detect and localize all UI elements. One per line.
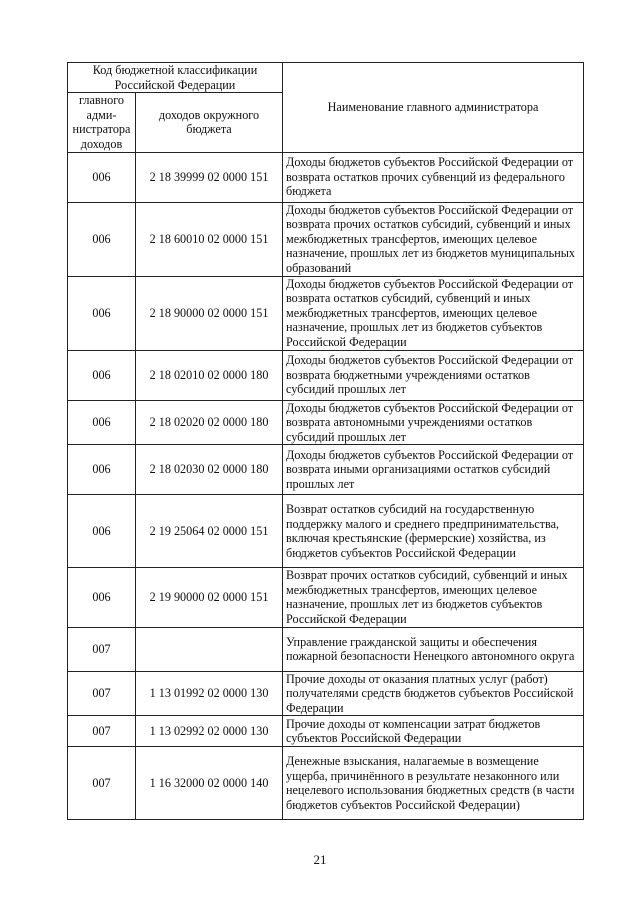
table-row [68, 568, 584, 627]
table-row [68, 445, 584, 495]
income-code-cell: 2 19 90000 02 0000 151 [136, 568, 283, 627]
table-row [68, 276, 584, 350]
income-code-cell: 2 19 25064 02 0000 151 [136, 495, 283, 568]
table-row [68, 152, 584, 202]
header-admin-name: Наименование главного администратора [283, 63, 584, 153]
header-group-title: Код бюджетной классификации Российской Федерации [68, 63, 283, 93]
table-row [68, 350, 584, 400]
income-code-cell [136, 627, 283, 671]
admin-code-cell: 006 [68, 568, 136, 627]
table-header [68, 63, 584, 153]
income-code-cell: 1 13 01992 02 0000 130 [136, 671, 283, 716]
table-row [68, 716, 584, 747]
income-code-cell: 2 18 60010 02 0000 151 [136, 202, 283, 276]
admin-name-cell: Прочие доходы от компенсации затрат бюджетов субъектов Российской Федерации [283, 716, 584, 747]
admin-name-cell: Доходы бюджетов субъектов Российской Федерации от возврата бюджетными учреждениями остатков субсидий прошлых лет [283, 350, 584, 400]
table-row [68, 495, 584, 568]
table-row [68, 747, 584, 820]
admin-name-cell: Доходы бюджетов субъектов Российской Федерации от возврата остатков субсидий, субвенций и иных межбюджетных трансфертов, имеющих целевое назначение, прошлых лет из бюджетов субъектов Российской Федерации [283, 276, 584, 350]
table-body [68, 152, 584, 820]
admin-code-cell: 006 [68, 400, 136, 445]
table-row [68, 202, 584, 276]
income-code-cell: 2 18 02020 02 0000 180 [136, 400, 283, 445]
admin-code-cell: 006 [68, 152, 136, 202]
income-code-cell: 1 16 32000 02 0000 140 [136, 747, 283, 820]
admin-name-cell: Управление гражданской защиты и обеспечения пожарной безопасности Ненецкого автономного округа [283, 627, 584, 671]
admin-code-cell: 006 [68, 495, 136, 568]
admin-name-cell: Доходы бюджетов субъектов Российской Федерации от возврата остатков прочих субвенций из федерального бюджета [283, 152, 584, 202]
admin-name-cell: Денежные взыскания, налагаемые в возмещение ущерба, причинённого в результате незаконного или нецелевого использования бюджетных средств (в части бюджетов субъектов Российской Федерации) [283, 747, 584, 820]
admin-name-cell: Доходы бюджетов субъектов Российской Федерации от возврата прочих остатков субсидий, субвенций и иных межбюджетных трансфертов, имеющих целевое назначение, прошлых лет из бюджетов муниципальных образований [283, 202, 584, 276]
admin-code-cell: 007 [68, 671, 136, 716]
income-code-cell: 2 18 90000 02 0000 151 [136, 276, 283, 350]
admin-code-cell: 006 [68, 445, 136, 495]
income-code-cell: 2 18 39999 02 0000 151 [136, 152, 283, 202]
admin-name-cell: Возврат прочих остатков субсидий, субвенций и иных межбюджетных трансфертов, имеющих целевое назначение, прошлых лет из бюджетов субъектов Российской Федерации [283, 568, 584, 627]
budget-classification-table [67, 62, 584, 820]
header-income-code: доходов окружного бюджета [136, 93, 283, 152]
admin-code-cell: 006 [68, 202, 136, 276]
header-admin-code: главного адми-нистратора доходов [68, 93, 136, 152]
income-code-cell: 2 18 02010 02 0000 180 [136, 350, 283, 400]
admin-code-cell: 006 [68, 350, 136, 400]
admin-name-cell: Доходы бюджетов субъектов Российской Федерации от возврата иными организациями остатков субсидий прошлых лет [283, 445, 584, 495]
admin-code-cell: 006 [68, 276, 136, 350]
admin-code-cell: 007 [68, 716, 136, 747]
admin-code-cell: 007 [68, 747, 136, 820]
income-code-cell: 2 18 02030 02 0000 180 [136, 445, 283, 495]
income-code-cell: 1 13 02992 02 0000 130 [136, 716, 283, 747]
admin-code-cell: 007 [68, 627, 136, 671]
table-row [68, 671, 584, 716]
table-row [68, 627, 584, 671]
admin-name-cell: Возврат остатков субсидий на государственную поддержку малого и среднего предпринимательства, включая крестьянские (фермерские) хозяйства, из бюджетов субъектов Российской Федерации [283, 495, 584, 568]
admin-name-cell: Прочие доходы от оказания платных услуг (работ) получателями средств бюджетов субъектов Российской Федерации [283, 671, 584, 716]
admin-name-cell: Доходы бюджетов субъектов Российской Федерации от возврата автономными учреждениями остатков субсидий прошлых лет [283, 400, 584, 445]
table-row [68, 400, 584, 445]
page-number: 21 [313, 852, 327, 867]
